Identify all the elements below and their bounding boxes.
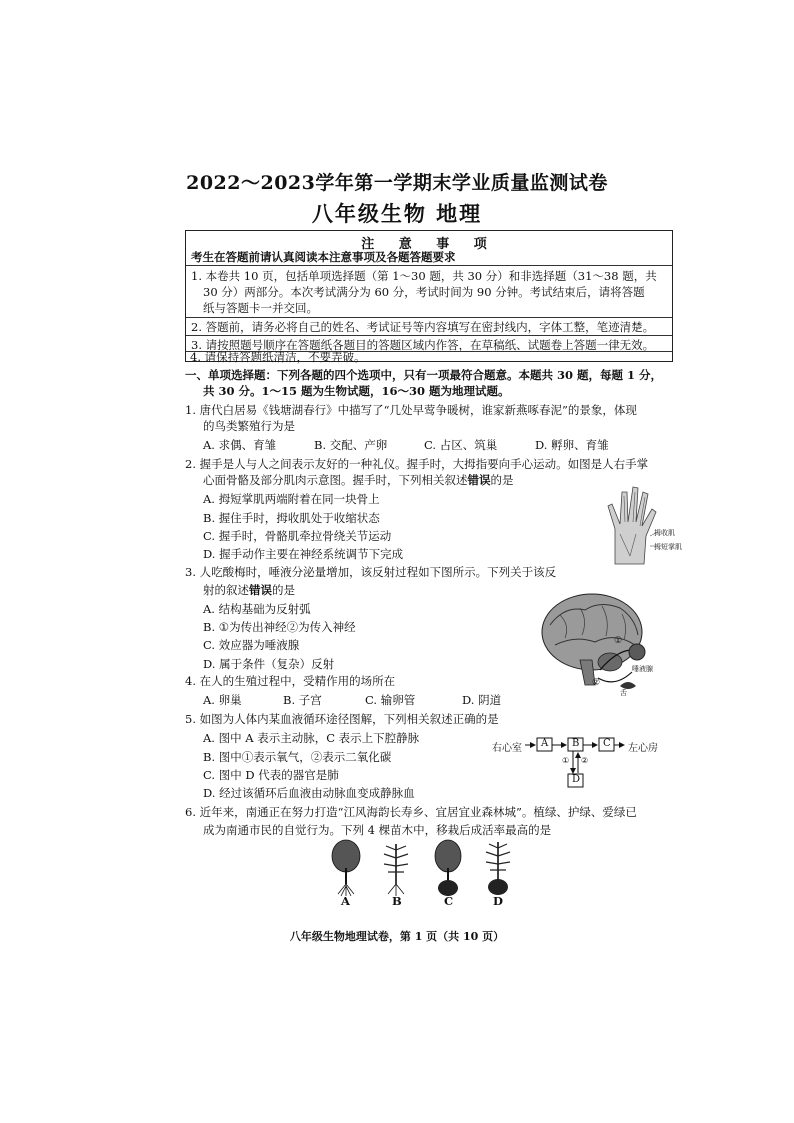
diagram-end-label: 左心房 [628, 743, 658, 754]
figure-label: ① [614, 636, 623, 646]
question-4-option-d: D. 阴道 [462, 693, 502, 707]
figure-label: 拇收肌 [654, 529, 675, 537]
section-instruction: 共 30 分。1～15 题为生物试题，16～30 题为地理试题。 [203, 384, 510, 398]
notice-item: 30 分）两部分。本次考试满分为 60 分，考试时间为 90 分钟。考试结束后，请将答题 [203, 285, 645, 299]
question-1-stem: 1. 唐代白居易《钱塘湖春行》中描写了“几处早莺争暖树，谁家新燕啄春泥”的景象，体现 [185, 403, 637, 417]
question-3-option-d: D. 属于条件（复杂）反射 [203, 657, 335, 671]
question-2-stem-part: 的是 [490, 473, 514, 487]
question-2-stem: 2. 握手是人与人之间表示友好的一种礼仪。握手时，大拇指要向手心运动。如图是人右手掌 [185, 457, 649, 471]
notice-item: 1. 本卷共 10 页，包括单项选择题（第 1～30 题，共 30 分）和非选择题（31～38 题，共 [191, 269, 657, 283]
question-4-option-c: C. 输卵管 [365, 693, 416, 707]
question-3-option-b: B. ①为传出神经②为传入神经 [203, 620, 356, 634]
diagram-marker-2: ② [581, 756, 589, 765]
figure-label: ② [592, 678, 601, 688]
question-6-stem: 6. 近年来，南通正在努力打造“江风海韵长寿乡、宜居宜业森林城”。植绿、护绿、爱绿已 [185, 805, 637, 819]
question-5-option-a: A. 图中 A 表示主动脉，C 表示上下腔静脉 [203, 731, 420, 745]
exam-title: 2022～2023学年第一学期末学业质量监测试卷 [186, 172, 608, 194]
section-instruction: 一、单项选择题：下列各题的四个选项中，只有一项最符合题意。本题共 30 题，每题 1 分， [185, 368, 663, 382]
question-3-stem: 3. 人吃酸梅时，唾液分泌量增加，该反射过程如下图所示。下列关于该反 [185, 565, 557, 579]
question-1-stem: 的鸟类繁殖行为是 [203, 419, 295, 433]
seedling-a [332, 840, 360, 896]
question-3-option-a: A. 结构基础为反射弧 [203, 602, 311, 616]
diagram-box-b: B [572, 738, 580, 749]
diagram-box-d: D [572, 774, 581, 785]
exam-subtitle: 八年级生物 地理 [311, 201, 483, 226]
notice-item: 3. 请按照题号顺序在答题纸各题目的答题区域内作答，在草稿纸、试题卷上答题一律无效。 [191, 338, 655, 352]
circulation-diagram [492, 734, 722, 794]
seedling-label-d: D [493, 894, 503, 908]
seedling-label-b: B [392, 894, 402, 908]
figure-label: 舌 [620, 689, 627, 697]
notice-divider [186, 317, 672, 318]
question-2-option-d: D. 握手动作主要在神经系统调节下完成 [203, 547, 404, 561]
seedling-label-c: C [444, 894, 454, 908]
notice-intro: 考生在答题前请认真阅读本注意事项及各题答题要求 [191, 250, 456, 264]
figure-label: 拇短掌肌 [654, 543, 682, 551]
seedling-label-a: A [341, 894, 350, 908]
diagram-box-c: C [603, 738, 611, 749]
question-2-option-b: B. 握住手时，拇收肌处于收缩状态 [203, 511, 380, 525]
notice-item: 纸与答题卡一并交回。 [203, 301, 318, 315]
question-5-option-b: B. 图中①表示氧气，②表示二氧化碳 [203, 750, 392, 764]
question-4-option-a: A. 卵巢 [203, 693, 242, 707]
question-5-option-c: C. 图中 D 代表的器官是肺 [203, 768, 339, 782]
question-2-emphasis: 错误 [467, 473, 491, 487]
notice-box [185, 230, 673, 362]
seedling-b [384, 844, 408, 896]
notice-divider [186, 265, 672, 266]
question-3-stem [203, 582, 295, 598]
question-1-option-d: D. 孵卵、育雏 [535, 438, 609, 452]
question-2-option-c: C. 握手时，骨骼肌牵拉骨绕关节运动 [203, 529, 392, 543]
diagram-start-label: 右心室 [492, 743, 522, 754]
question-2-stem-part: 心面骨骼及部分肌肉示意图。握手时，下列相关叙述 [203, 473, 468, 487]
question-1-option-a: A. 求偶、育雏 [203, 438, 277, 452]
question-1-option-b: B. 交配、产卵 [314, 438, 388, 452]
question-4-stem: 4. 在人的生殖过程中，受精作用的场所在 [185, 674, 396, 688]
seedling-c [435, 840, 461, 896]
question-5-option-d: D. 经过该循环后血液由动脉血变成静脉血 [203, 786, 415, 800]
question-3-emphasis: 错误 [249, 583, 272, 597]
notice-item: 4. 请保持答题纸清洁，不要弄破。 [190, 350, 366, 364]
question-4-option-b: B. 子宫 [283, 693, 322, 707]
question-3-stem-part: 射的叙述 [203, 583, 249, 597]
question-3-stem-part: 的是 [272, 583, 295, 597]
question-6-stem: 成为南通市民的自觉行为。下列 4 棵苗木中，移栽后成活率最高的是 [203, 823, 552, 837]
diagram-marker-1: ① [562, 756, 570, 765]
brain-reflex-figure [540, 590, 670, 700]
question-3-option-c: C. 效应器为唾液腺 [203, 638, 300, 652]
question-1-option-c: C. 占区、筑巢 [424, 438, 498, 452]
diagram-box-a: A [541, 738, 549, 749]
question-2-option-a: A. 拇短掌肌两端附着在同一块骨上 [203, 492, 380, 506]
notice-divider [186, 335, 672, 336]
notice-item: 2. 答题前，请务必将自己的姓名、考试证号等内容填写在密封线内，字体工整，笔迹清楚。 [191, 320, 655, 334]
question-2-stem [203, 472, 514, 488]
figure-label: 唾液腺 [632, 665, 653, 673]
question-5-stem: 5. 如图为人体内某血液循环途径图解，下列相关叙述正确的是 [185, 712, 499, 726]
seedling-d [486, 842, 510, 895]
notice-heading: 注 意 事 项 [361, 237, 497, 252]
hand-skeleton-figure [600, 484, 686, 566]
seedlings-figure [326, 838, 526, 898]
page-footer: 八年级生物地理试卷，第 1 页（共 10 页） [289, 930, 505, 943]
